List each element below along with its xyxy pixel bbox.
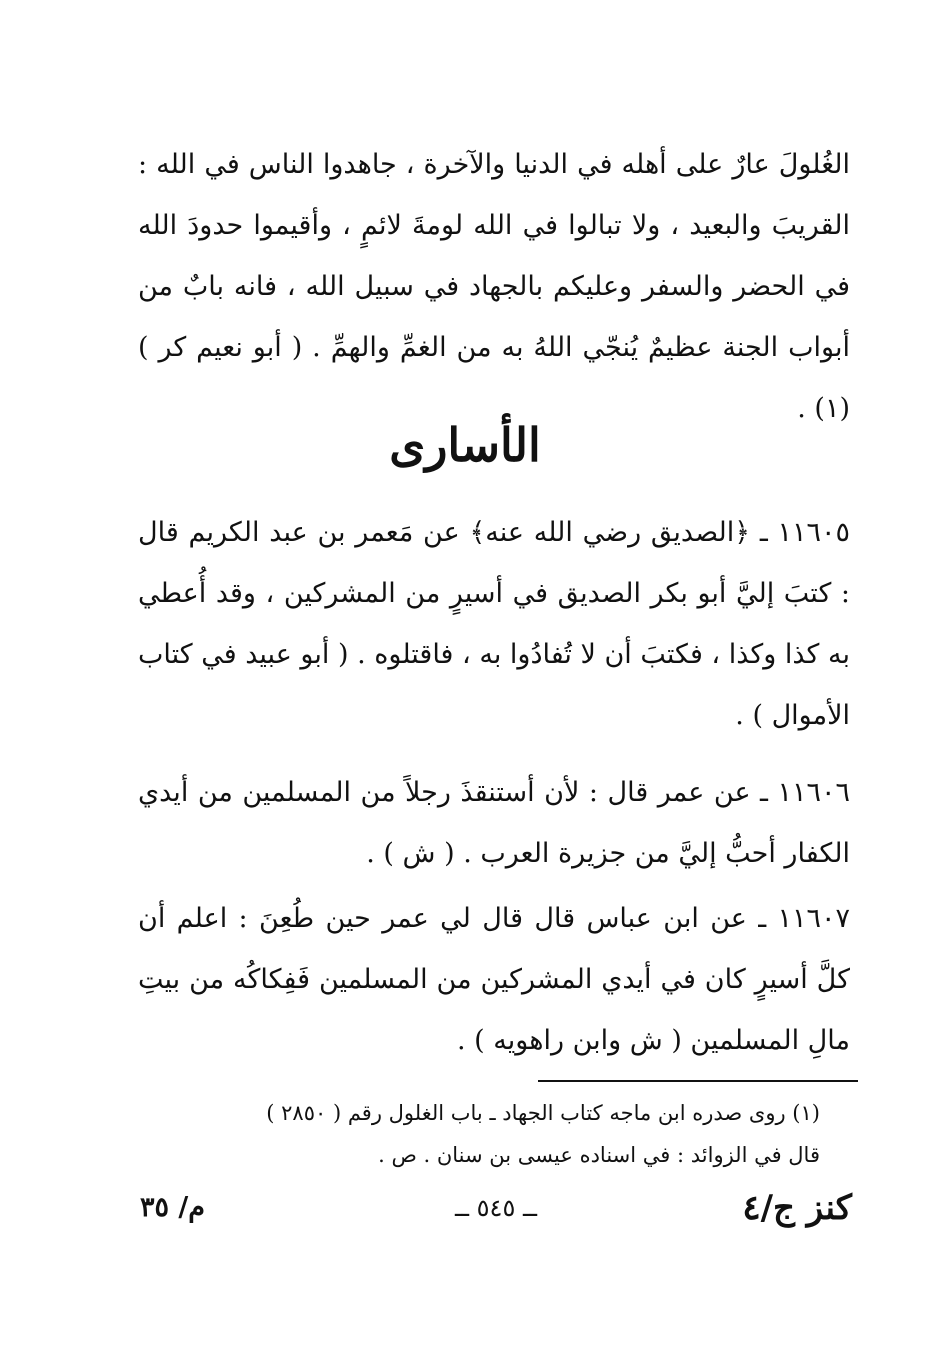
footnote-line: (١) روى صدره ابن ماجه كتاب الجهاد ـ باب الغلول رقم ( ٢٨٥٠ ) <box>266 1101 820 1125</box>
intro-text: الغُلولَ عارٌ على أهله في الدنيا والآخرة ، جاهدوا الناس في الله : القريبَ والبعيد ، ولا تبالوا في الله لومةَ لائمٍ ، وأقيموا حدودَ الله في الحضر والسفر وعليكم بالجهاد في سبيل الله ، فانه بابٌ من أبواب الجنة عظيمٌ يُنجّي اللهُ به من الغمِّ والهمِّ . ( أبو نعيم كر ) (١) . <box>138 149 850 424</box>
hadith-11606 <box>138 762 850 884</box>
hadith-text: ١١٦٠٥ ـ ﴿الصديق رضي الله عنه﴾ عن مَعمر بن عبد الكريم قال : كتبَ إليَّ أبو بكر الصديق في أسيرٍ من المشركين ، وقد أُعطي به كذا وكذا ، فكتبَ أن لا تُفادُوا به ، فاقتلوه . ( أبو عبيد في كتاب الأموال ) . <box>138 517 850 731</box>
footnote-divider <box>538 1080 858 1082</box>
hadith-11607 <box>138 888 850 1071</box>
section-heading: الأسارى <box>389 418 541 472</box>
signature-mark: م/ ٣٥ <box>140 1192 205 1223</box>
footnote-line: قال في الزوائد : في اسناده عيسى بن سنان . ص . <box>378 1143 820 1167</box>
volume-label: كنز ج/٤ <box>742 1188 852 1228</box>
intro-paragraph <box>138 134 850 439</box>
footnotes <box>170 1092 820 1176</box>
page-number: ــ ٥٤٥ ــ <box>454 1194 538 1222</box>
hadith-text: ١١٦٠٦ ـ عن عمر قال : لأن أستنقذَ رجلاً من المسلمين من أيدي الكفار أحبُّ إليَّ من جزيرة العرب . ( ش ) . <box>138 777 850 869</box>
hadith-11605 <box>138 502 850 746</box>
page-footer <box>140 1188 852 1248</box>
hadith-text: ١١٦٠٧ ـ عن ابن عباس قال قال لي عمر حين طُعِنَ : اعلم أن كلَّ أسيرٍ كان في أيدي المشركين من المسلمين فَفِكاكُه من بيتِ مالِ المسلمين ( ش وابن راهويه ) . <box>138 903 850 1056</box>
